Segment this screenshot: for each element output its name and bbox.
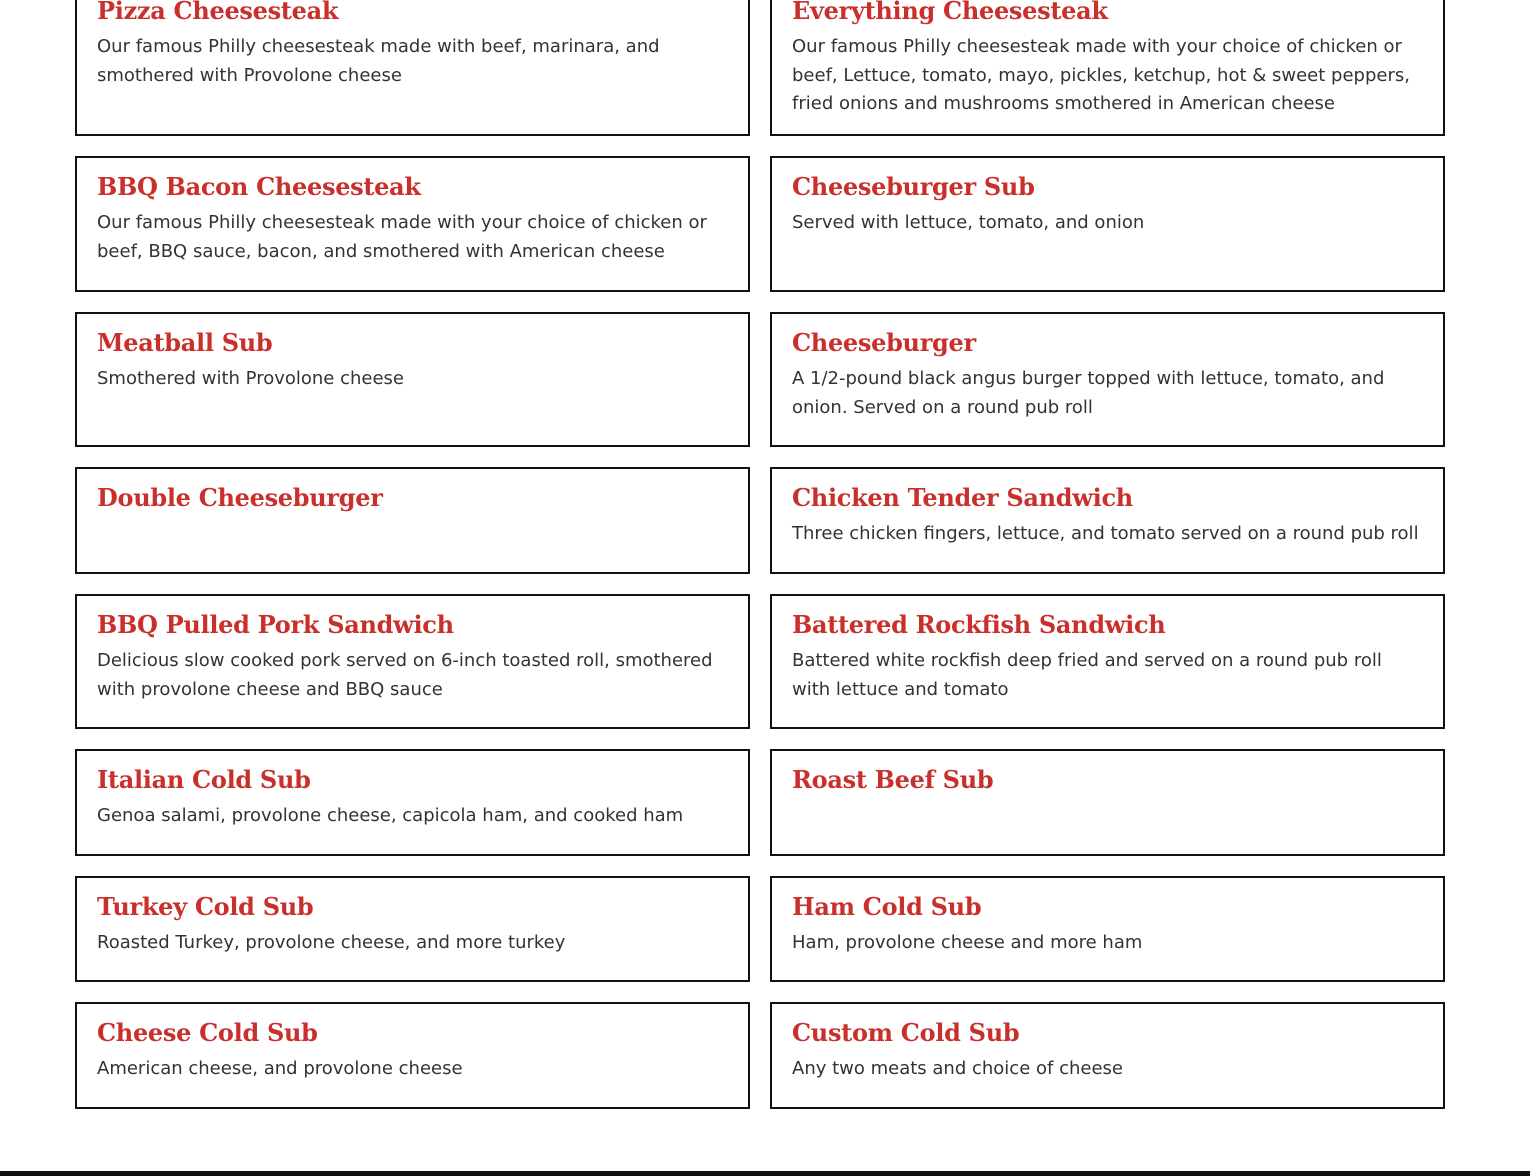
menu-item-card [75,749,750,856]
menu-item-name: Cheeseburger [792,328,976,357]
menu-item-description: Our famous Philly cheesesteak made with beef, marinara, and smothered with Provolone cheese [97,36,660,86]
menu-item-name: Meatball Sub [97,328,273,357]
menu-item-card [770,594,1445,729]
menu-item-description: Any two meats and choice of cheese [792,1058,1123,1079]
menu-item-name: Ham Cold Sub [792,892,982,921]
menu-row [75,156,1445,292]
menu-row [75,1002,1445,1109]
menu-item-name: BBQ Bacon Cheesesteak [97,172,421,201]
menu-item-name: Turkey Cold Sub [97,892,314,921]
menu-item-card [75,312,750,447]
menu-item-card [75,876,750,982]
menu-item-name: BBQ Pulled Pork Sandwich [97,610,454,639]
menu-item-card [770,467,1445,574]
menu-item-card [770,156,1445,292]
menu-item-description: Delicious slow cooked pork served on 6-inch toasted roll, smothered with provolone cheese and BBQ sauce [97,650,713,700]
menu-item-description: Ham, provolone cheese and more ham [792,932,1143,953]
menu-item-name: Italian Cold Sub [97,765,311,794]
menu-row [75,467,1445,574]
menu-item-description: Battered white rockfish deep fried and served on a round pub roll with lettuce and tomato [792,650,1382,700]
menu-item-card [75,0,750,136]
menu-item-description: Our famous Philly cheesesteak made with your choice of chicken or beef, Lettuce, tomato, mayo, pickles, ketchup, hot & sweet peppers, fried onions and mushrooms smothered in American cheese [792,36,1410,114]
menu-item-card [770,0,1445,136]
menu-item-card [770,312,1445,447]
menu-item-card [75,156,750,292]
menu-item-description: Genoa salami, provolone cheese, capicola ham, and cooked ham [97,805,684,826]
menu-row [75,876,1445,982]
menu-item-name: Everything Cheesesteak [792,0,1108,25]
menu-item-name: Battered Rockfish Sandwich [792,610,1166,639]
menu-item-name: Double Cheeseburger [97,483,383,512]
menu-item-name: Cheeseburger Sub [792,172,1035,201]
menu-item-description: Roasted Turkey, provolone cheese, and more turkey [97,932,566,953]
menu-item-card [75,467,750,574]
menu-item-card [75,594,750,729]
menu-item-name: Cheese Cold Sub [97,1018,318,1047]
menu-row [75,749,1445,856]
menu-item-description: Smothered with Provolone cheese [97,368,404,389]
menu-item-description: Our famous Philly cheesesteak made with your choice of chicken or beef, BBQ sauce, bacon, and smothered with American cheese [97,212,707,262]
menu-item-card [770,749,1445,856]
menu-row [75,594,1445,729]
menu-item-description: Three chicken fingers, lettuce, and tomato served on a round pub roll [792,523,1419,544]
menu-item-description: A 1/2-pound black angus burger topped with lettuce, tomato, and onion. Served on a round pub roll [792,368,1385,418]
menu-row [75,0,1445,136]
menu-grid [75,0,1445,1129]
menu-item-card [770,876,1445,982]
menu-row [75,312,1445,447]
menu-item-name: Pizza Cheesesteak [97,0,339,25]
menu-item-description: Served with lettuce, tomato, and onion [792,212,1145,233]
footer-bar [0,1171,1530,1176]
menu-item-name: Chicken Tender Sandwich [792,483,1133,512]
menu-item-card [75,1002,750,1109]
menu-item-name: Custom Cold Sub [792,1018,1020,1047]
menu-item-name: Roast Beef Sub [792,765,994,794]
menu-item-card [770,1002,1445,1109]
menu-item-description: American cheese, and provolone cheese [97,1058,463,1079]
